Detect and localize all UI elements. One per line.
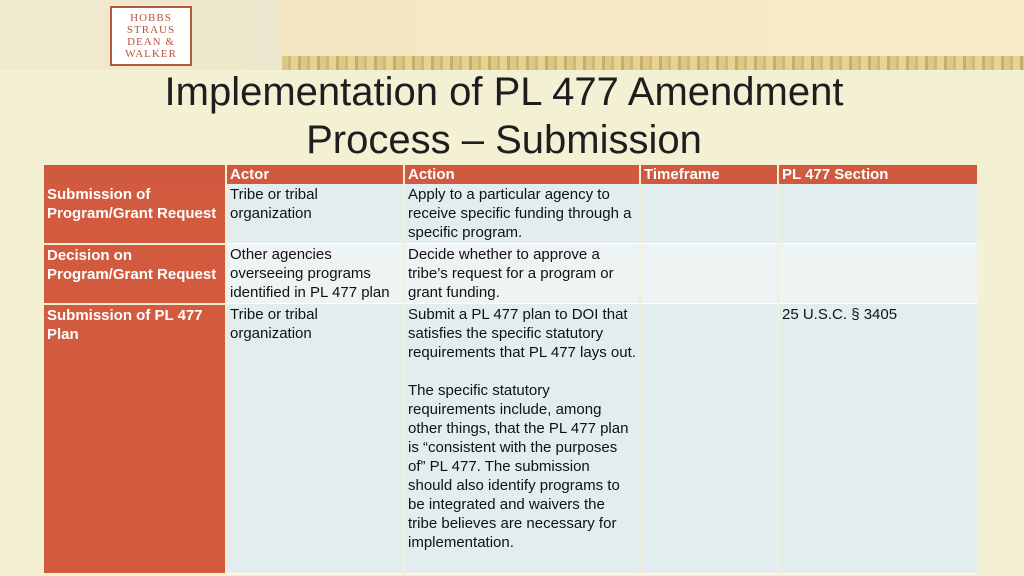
row-timeframe <box>640 304 778 574</box>
logo-line: WALKER <box>125 48 177 60</box>
row-section: 25 U.S.C. § 3405 <box>778 304 977 574</box>
logo-line: STRAUS <box>126 24 176 36</box>
header-timeframe: Timeframe <box>640 165 778 184</box>
row-section <box>778 184 977 244</box>
logo-line: HOBBS <box>130 12 172 24</box>
row-action: Decide whether to approve a tribe’s request for a program or grant funding. <box>404 244 640 304</box>
row-step: Submission of PL 477 Plan <box>44 304 226 574</box>
banner-divider <box>250 0 280 70</box>
process-table <box>44 165 977 575</box>
table-row <box>44 304 977 574</box>
logo-line: DEAN & <box>127 36 175 48</box>
table-row <box>44 244 977 304</box>
row-section <box>778 244 977 304</box>
row-actor: Tribe or tribal organization <box>226 304 404 574</box>
header-actor: Actor <box>226 165 404 184</box>
row-timeframe <box>640 184 778 244</box>
row-action: Apply to a particular agency to receive specific funding through a specific program. <box>404 184 640 244</box>
paragraph-gap <box>408 362 636 381</box>
row-actor: Tribe or tribal organization <box>226 184 404 244</box>
title-line-1: Implementation of PL 477 Amendment <box>164 70 844 114</box>
row-actor: Other agencies overseeing programs identified in PL 477 plan <box>226 244 404 304</box>
title-line-2: Process – Submission <box>306 118 702 162</box>
table-row <box>44 184 977 244</box>
row-timeframe <box>640 244 778 304</box>
action-paragraph: The specific statutory requirements include, among other things, that the PL 477 plan is “consistent with the purposes of” PL 477. The submission should also identify programs to be integrated and waivers the tribe believes are necessary for implementation. <box>408 382 629 551</box>
row-action <box>404 304 640 574</box>
row-step: Submission of Program/Grant Request <box>44 184 226 244</box>
header-section: PL 477 Section <box>778 165 977 184</box>
firm-logo <box>110 6 192 66</box>
row-step: Decision on Program/Grant Request <box>44 244 226 304</box>
header-action: Action <box>404 165 640 184</box>
header-step <box>44 165 226 184</box>
table-header-row <box>44 165 977 184</box>
slide-title <box>0 68 1008 164</box>
action-paragraph: Submit a PL 477 plan to DOI that satisfies the specific statutory requirements that PL 477 lays out. <box>408 306 636 361</box>
